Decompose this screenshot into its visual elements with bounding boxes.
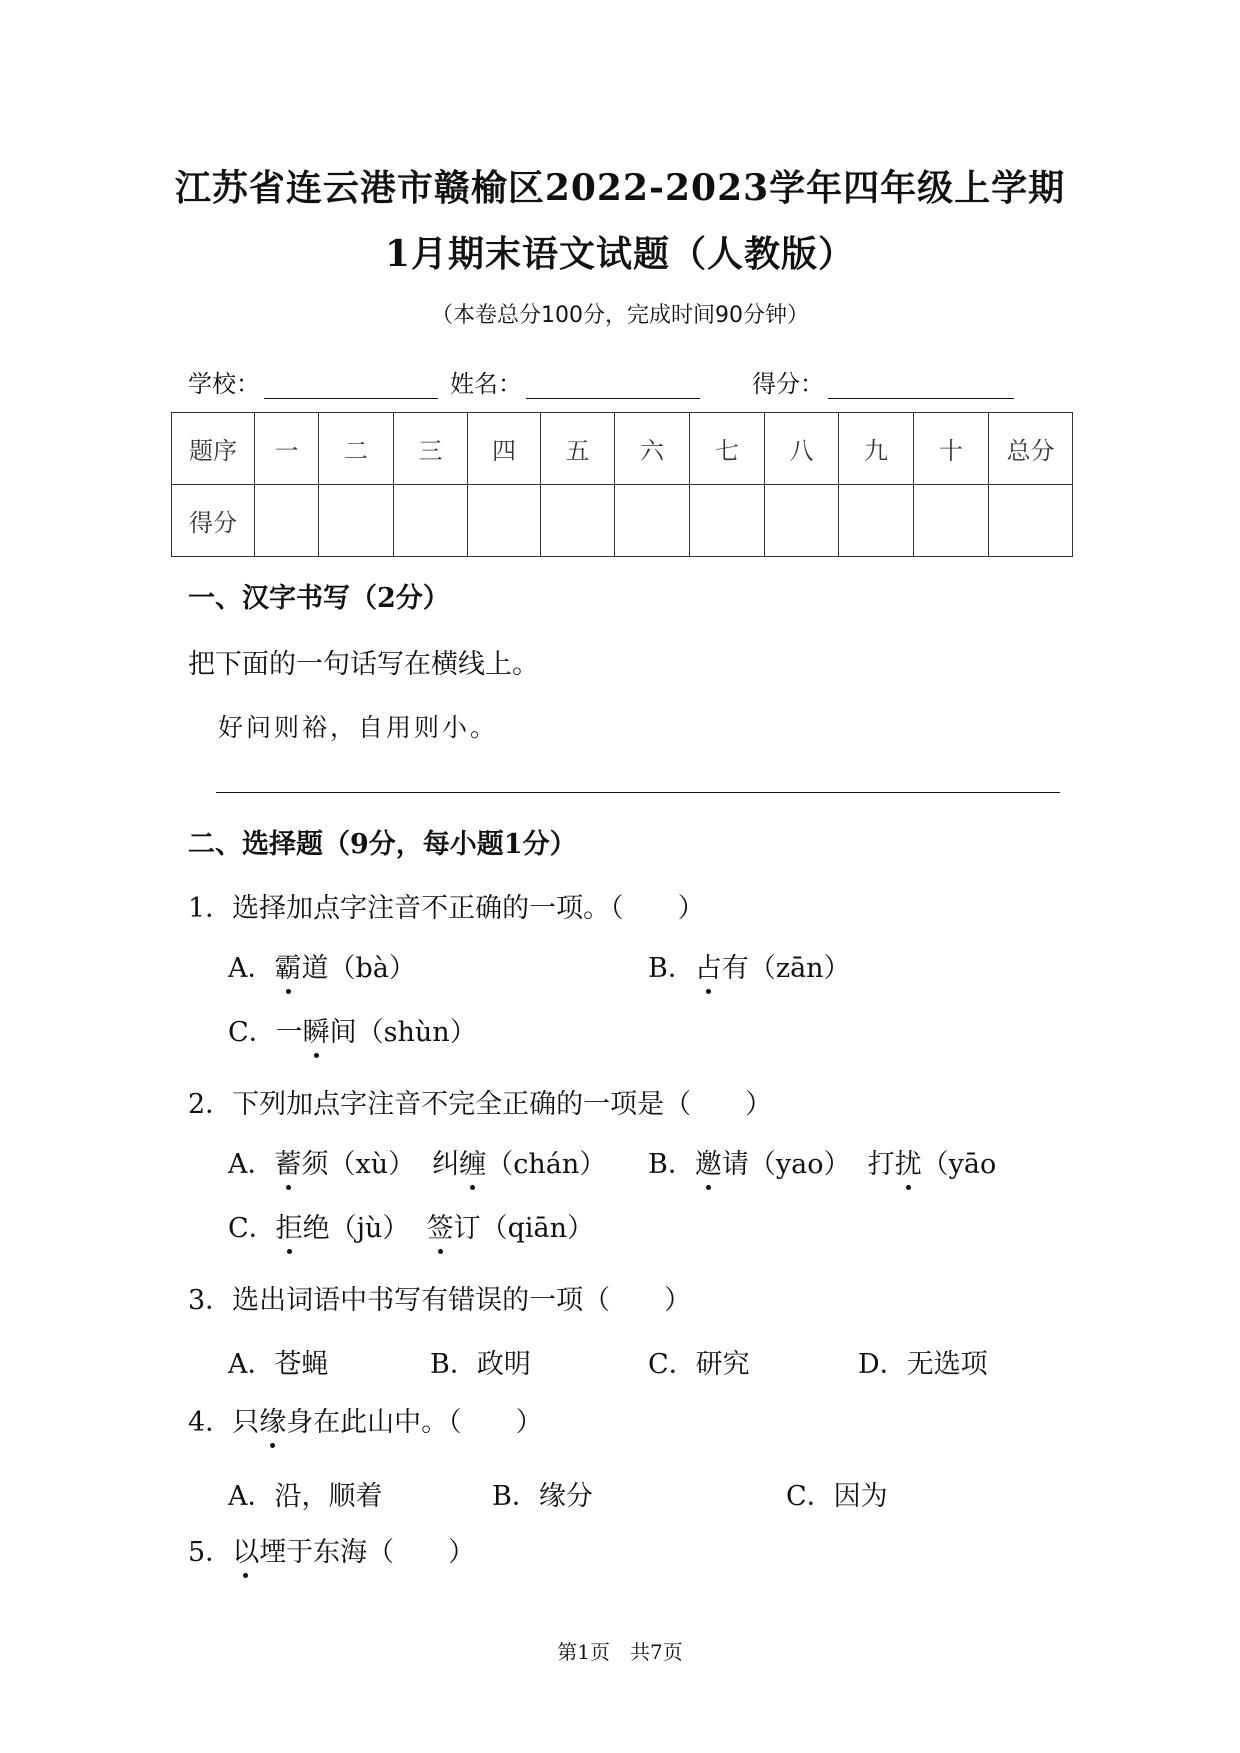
option-text: 订（qiān）: [453, 1213, 595, 1244]
table-score-cell[interactable]: [394, 485, 468, 557]
option-text: 有（zān）: [721, 953, 851, 984]
table-header-cell: 十: [914, 413, 989, 485]
option-text: （yāo: [921, 1149, 997, 1180]
page-number: 第1页: [557, 1640, 610, 1664]
dotted-char: 扰: [895, 1142, 922, 1181]
school-blank[interactable]: [264, 374, 438, 399]
question-3-option-d[interactable]: D．无选项: [858, 1349, 988, 1380]
question-3-option-a[interactable]: A．苍蝇: [228, 1349, 329, 1380]
question-1-option-c[interactable]: [228, 1010, 477, 1049]
dotted-char: 签: [427, 1206, 454, 1245]
table-score-cell[interactable]: [468, 485, 541, 557]
section1-sentence: 好问则裕，自用则小。: [218, 713, 499, 742]
section2-heading: 二、选择题（9分，每小题1分）: [188, 829, 577, 860]
table-score-cell[interactable]: [839, 485, 914, 557]
school-field: [188, 364, 438, 399]
table-score-cell[interactable]: [765, 485, 839, 557]
dotted-char: 拒: [276, 1206, 303, 1245]
page-footer: [0, 1636, 1240, 1665]
table-score-cell[interactable]: [914, 485, 989, 557]
question-3-option-c[interactable]: C．研究: [648, 1349, 750, 1380]
table-score-cell[interactable]: [541, 485, 615, 557]
score-table: [171, 412, 1073, 557]
dotted-char: 蓄: [275, 1142, 302, 1181]
section1-instruction: 把下面的一句话写在横线上。: [188, 649, 539, 680]
question-2-stem: 2．下列加点字注音不完全正确的一项是（ ）: [188, 1089, 773, 1120]
option-text: 请（yao） 打: [721, 1149, 895, 1180]
table-header-cell: 五: [541, 413, 615, 485]
table-score-cell[interactable]: [690, 485, 765, 557]
question-3-option-b[interactable]: B．政明: [430, 1349, 531, 1380]
question-1-stem: 1．选择加点字注音不正确的一项。（ ）: [188, 893, 705, 924]
question-1-option-b[interactable]: [648, 946, 851, 985]
option-text: （chán）: [486, 1149, 607, 1180]
option-prefix: A．: [228, 953, 275, 984]
dotted-char: 占: [695, 946, 722, 985]
option-text: 绝（jù）: [302, 1213, 427, 1244]
question-5-stem: [188, 1530, 475, 1569]
option-text: 须（xù） 纠: [301, 1149, 460, 1180]
question-2-option-b[interactable]: [648, 1142, 996, 1181]
stem-prefix: 5．: [188, 1537, 233, 1568]
option-prefix: B．: [648, 1149, 695, 1180]
name-label: 姓名：: [450, 370, 522, 398]
dotted-char: 以: [232, 1530, 259, 1569]
table-header-cell: 九: [839, 413, 914, 485]
score-field: [752, 364, 1014, 399]
page-title-line2: 1月期末语文试题（人教版）: [384, 233, 856, 275]
exam-subtitle: （本卷总分100分，完成时间90分钟）: [431, 303, 809, 328]
table-header-label: 题序: [172, 413, 255, 485]
dotted-char: 缠: [459, 1142, 486, 1181]
question-4-option-a[interactable]: A．沿，顺着: [228, 1481, 383, 1512]
table-header-cell: 八: [765, 413, 839, 485]
option-text: 道（bà）: [301, 953, 416, 984]
answer-line[interactable]: [216, 792, 1060, 793]
score-table-header-row: [172, 413, 1073, 485]
name-blank[interactable]: [526, 374, 700, 399]
option-text: 间（shùn）: [329, 1017, 477, 1048]
score-label: 得分：: [752, 370, 824, 398]
stem-text: 身在此山中。（ ）: [286, 1407, 543, 1438]
school-label: 学校：: [188, 370, 260, 398]
question-4-stem: [188, 1400, 543, 1439]
table-header-cell: 二: [319, 413, 394, 485]
table-score-cell[interactable]: [615, 485, 690, 557]
question-2-option-a[interactable]: [228, 1142, 606, 1181]
stem-text: 堙于东海（ ）: [259, 1537, 476, 1568]
dotted-char: 缘: [259, 1400, 286, 1439]
option-prefix: B．: [648, 953, 695, 984]
table-header-cell: 四: [468, 413, 541, 485]
table-header-cell: 总分: [989, 413, 1073, 485]
stem-prefix: 4．只: [188, 1407, 260, 1438]
score-table-score-row: [172, 485, 1073, 557]
table-header-cell: 三: [394, 413, 468, 485]
section1-heading: 一、汉字书写（2分）: [188, 583, 450, 614]
page-title-line1: 江苏省连云港市赣榆区2022-2023学年四年级上学期: [174, 167, 1066, 209]
question-4-option-b[interactable]: B．缘分: [492, 1481, 593, 1512]
option-prefix: C．一: [228, 1017, 303, 1048]
name-field: [450, 364, 700, 399]
page-total: 共7页: [630, 1640, 683, 1664]
dotted-char: 霸: [275, 946, 302, 985]
dotted-char: 瞬: [303, 1010, 330, 1049]
table-score-cell[interactable]: [989, 485, 1073, 557]
question-1-option-a[interactable]: [228, 946, 416, 985]
dotted-char: 邀: [695, 1142, 722, 1181]
table-header-cell: 一: [255, 413, 319, 485]
option-prefix: A．: [228, 1149, 275, 1180]
question-2-option-c[interactable]: [228, 1206, 594, 1245]
question-4-option-c[interactable]: C．因为: [786, 1481, 888, 1512]
question-3-stem: 3．选出词语中书写有错误的一项（ ）: [188, 1285, 692, 1316]
table-header-cell: 七: [690, 413, 765, 485]
option-prefix: C．: [228, 1213, 276, 1244]
table-header-cell: 六: [615, 413, 690, 485]
table-score-cell[interactable]: [319, 485, 394, 557]
table-score-cell[interactable]: [255, 485, 319, 557]
table-score-label: 得分: [172, 485, 255, 557]
score-blank[interactable]: [828, 374, 1014, 399]
